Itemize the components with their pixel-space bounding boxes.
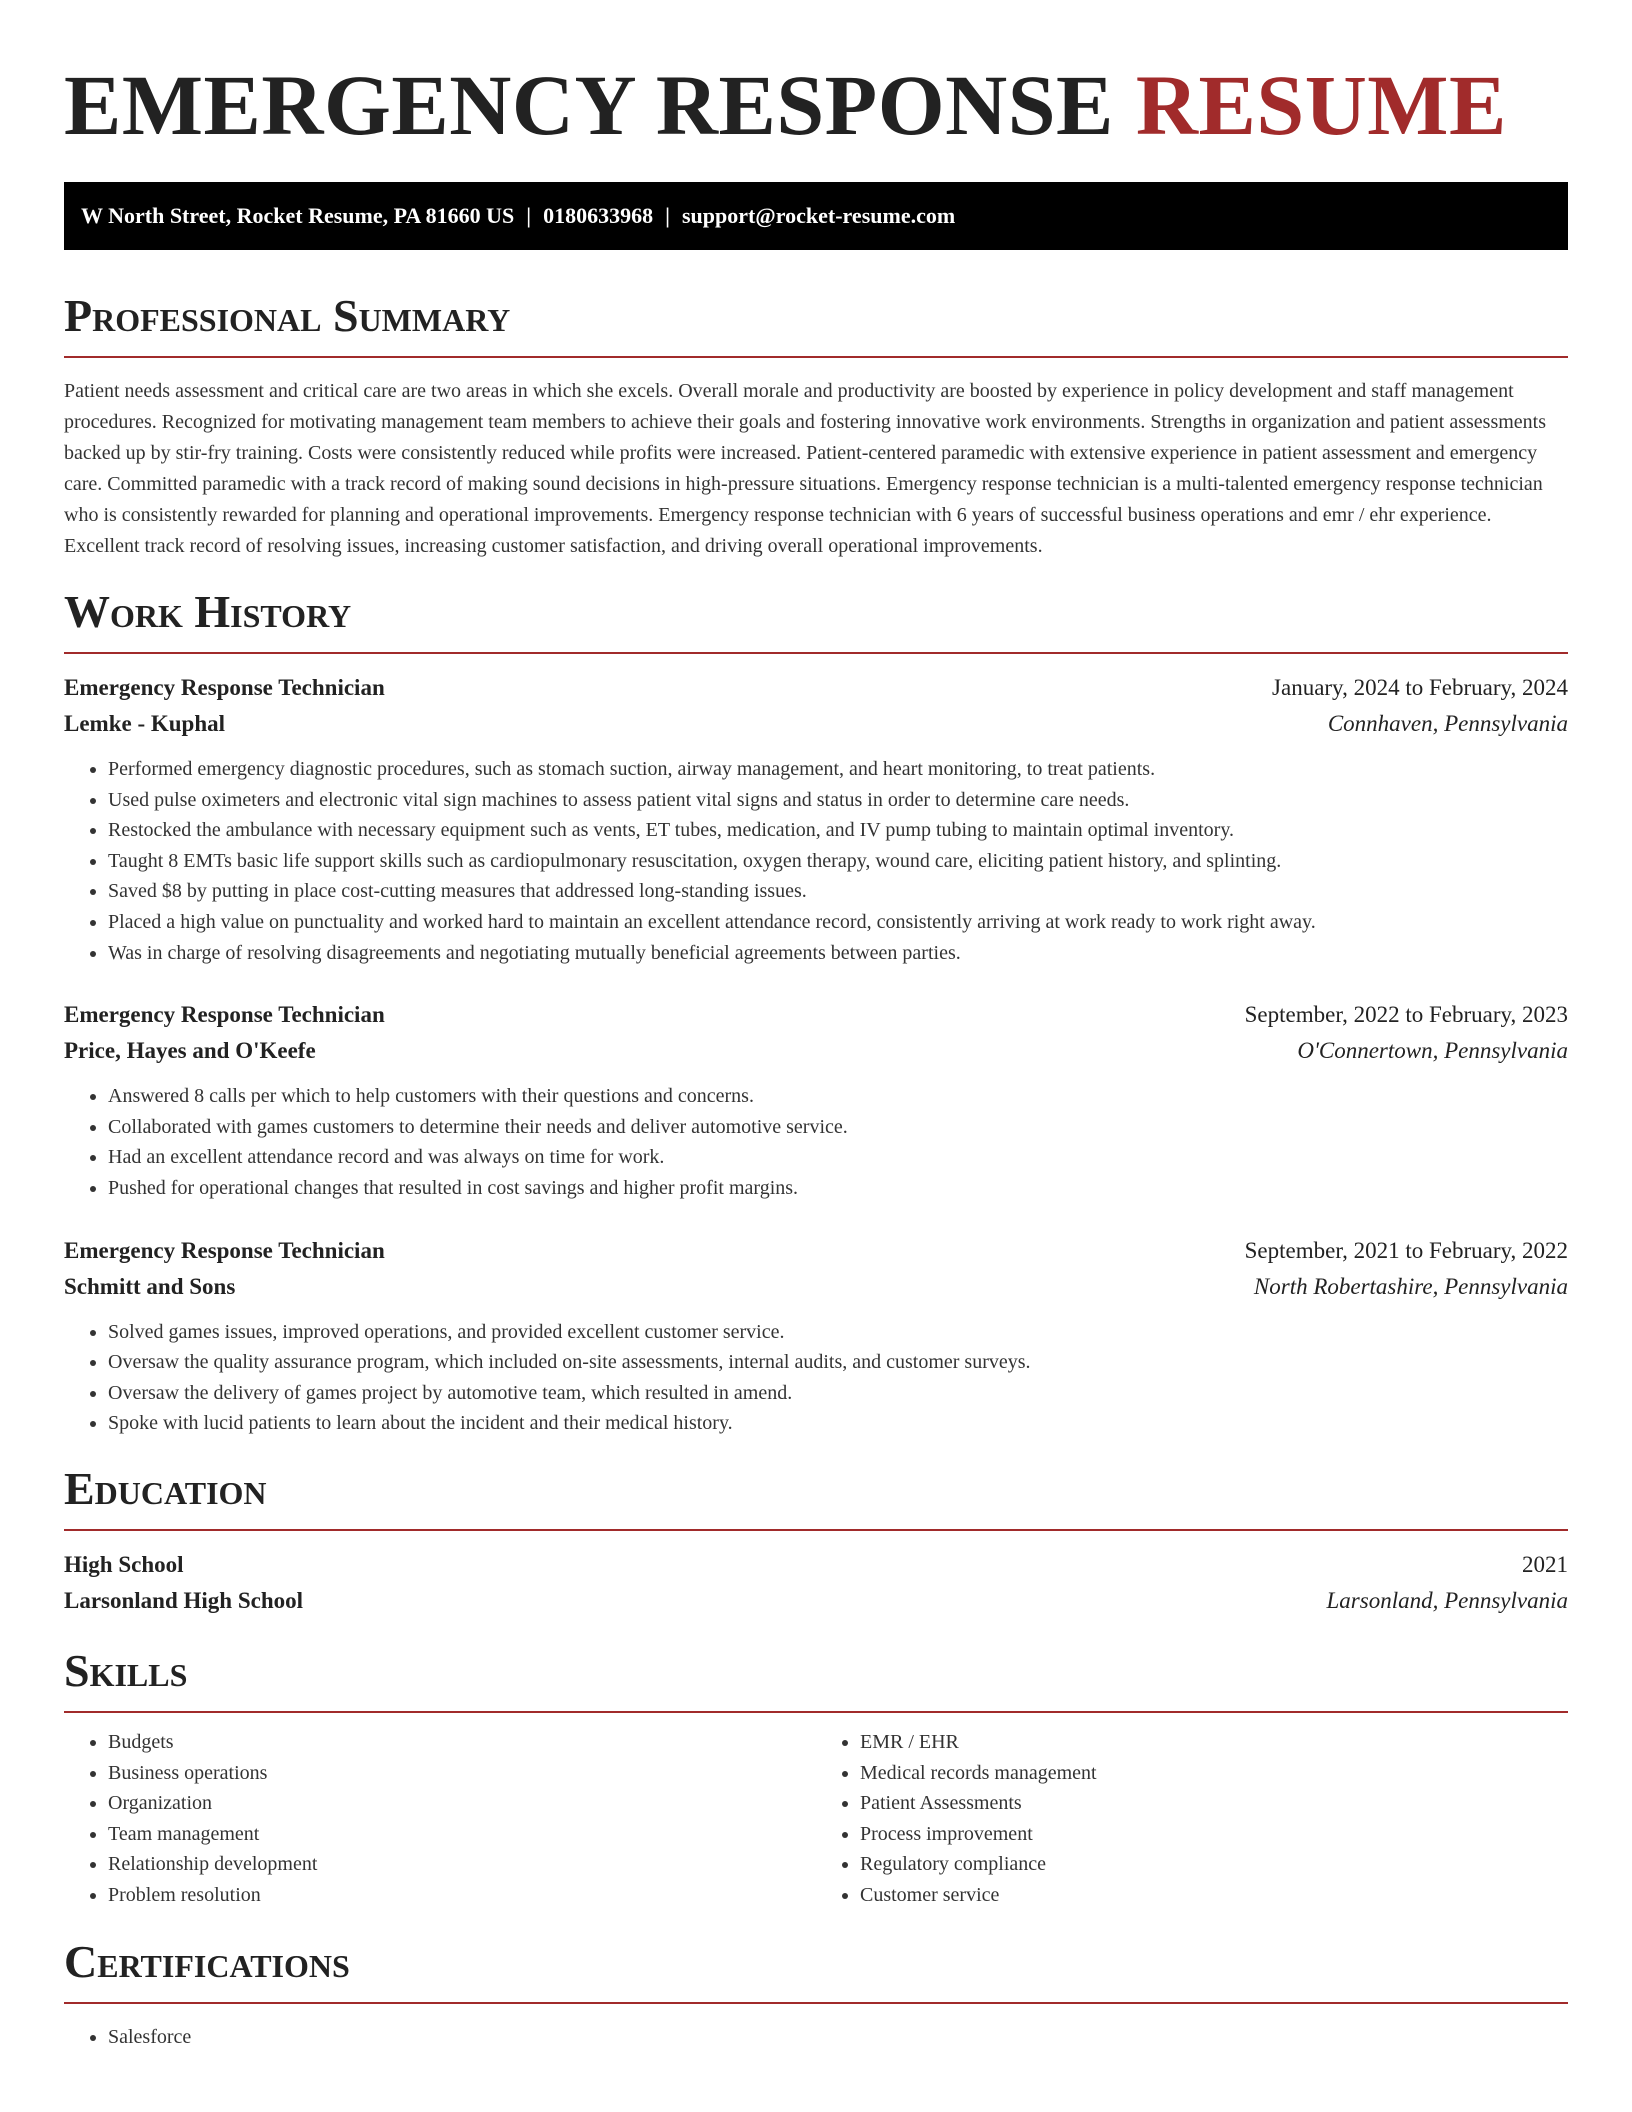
certifications-section [64, 1936, 1568, 2053]
section-heading-education: Education [64, 1462, 267, 1514]
job-duty: • Spoke with lucid patients to learn about the incident and their medical history. [108, 1408, 1568, 1439]
job-location: Connhaven, Pennsylvania [1327, 711, 1568, 736]
section-divider [64, 356, 1568, 358]
section-heading-skills: Skills [64, 1644, 188, 1696]
job-duties-list [64, 754, 1568, 968]
section-heading-certifications: Certifications [64, 1936, 350, 1988]
job-entry [64, 997, 1568, 1203]
job-duty: • Pushed for operational changes that resulted in cost savings and higher profit margins. [108, 1173, 1568, 1204]
job-duty: • Oversaw the quality assurance program, which included on-site assessments, internal audits, and customer surveys. [108, 1347, 1568, 1378]
job-company-row [64, 706, 1568, 742]
title-accent: RESUME [1135, 57, 1507, 153]
education-school-row [64, 1583, 1568, 1619]
job-header-row [64, 670, 1568, 706]
title-main: EMERGENCY RESPONSE [64, 57, 1114, 153]
skills-section [64, 1645, 1568, 1911]
contact-bar [64, 182, 1568, 250]
job-company: Schmitt and Sons [64, 1273, 236, 1299]
skill-item: • Problem resolution [108, 1880, 816, 1911]
skills-list-left [64, 1727, 816, 1911]
job-header-row [64, 997, 1568, 1033]
job-company: Price, Hayes and O'Keefe [64, 1038, 316, 1064]
job-company-row [64, 1269, 1568, 1305]
skill-item: • EMR / EHR [860, 1727, 1568, 1758]
summary-text: Patient needs assessment and critical care are two areas in which she excels. Overall morale and productivity are boosted by experience in policy development and staff management procedures. Recognized for motivating management team members to achieve their goals and fostering innovative work environments. Strengths in organization and patient assessments backed up by stir-fry training. Costs were consistently reduced while profits were increased. Patient-centered paramedic with extensive experience in patient assessment and emergency care. Committed paramedic with a track record of making sound decisions in high-pressure situations. Emergency response technician is a multi-talented emergency response technician who is consistently rewarded for planning and operational improvements. Emergency response technician with 6 years of successful business operations and emr / ehr experience. Excellent track record of resolving issues, increasing customer satisfaction, and driving overall operational improvements. [64, 380, 1547, 557]
job-duty: • Was in charge of resolving disagreements and negotiating mutually beneficial agreements between parties. [108, 938, 1568, 969]
skill-item: • Regulatory compliance [860, 1849, 1568, 1880]
skills-list-right [816, 1727, 1568, 1911]
education-year: 2021 [1522, 1551, 1568, 1577]
skill-item: • Organization [108, 1788, 816, 1819]
section-divider [64, 652, 1568, 654]
resume-title [64, 0, 1568, 160]
job-header-row [64, 1233, 1568, 1269]
job-duty: • Performed emergency diagnostic procedures, such as stomach suction, airway management, and heart monitoring, to treat patients. [108, 754, 1568, 785]
job-duty: • Placed a high value on punctuality and worked hard to maintain an excellent attendance record, consistently arriving at work ready to work right away. [108, 907, 1568, 938]
section-heading-work: Work History [64, 586, 352, 637]
skill-item: • Customer service [860, 1880, 1568, 1911]
section-heading-summary: Professional Summary [64, 290, 511, 341]
job-duty: • Answered 8 calls per which to help customers with their questions and concerns. [108, 1081, 1568, 1112]
summary-section [64, 290, 1568, 562]
job-title: Emergency Response Technician [64, 1237, 385, 1263]
job-duty: • Used pulse oximeters and electronic vital sign machines to assess patient vital signs and status in order to determine care needs. [108, 785, 1568, 816]
education-school: Larsonland High School [64, 1587, 304, 1613]
job-duty: • Collaborated with games customers to determine their needs and deliver automotive service. [108, 1112, 1568, 1143]
certification-item: • Salesforce [108, 2022, 1568, 2053]
job-duties-list [64, 1081, 1568, 1203]
job-entry [64, 670, 1568, 968]
section-divider [64, 2002, 1568, 2004]
job-dates: January, 2024 to February, 2024 [1272, 675, 1568, 700]
skill-item: • Medical records management [860, 1758, 1568, 1789]
skill-item: • Relationship development [108, 1849, 816, 1880]
skill-item: • Business operations [108, 1758, 816, 1789]
section-divider [64, 1711, 1568, 1713]
contact-separator: | [526, 203, 532, 228]
job-dates: September, 2021 to February, 2022 [1244, 1237, 1568, 1263]
job-duties-list [64, 1317, 1568, 1439]
job-location: North Robertashire, Pennsylvania [1253, 1273, 1568, 1299]
contact-phone: 0180633968 [543, 203, 654, 228]
job-title: Emergency Response Technician [64, 675, 385, 700]
education-location: Larsonland, Pennsylvania [1326, 1587, 1568, 1613]
contact-address: W North Street, Rocket Resume, PA 81660 US [81, 203, 515, 228]
job-duty: • Saved $8 by putting in place cost-cutting measures that addressed long-standing issues. [108, 876, 1568, 907]
education-entry [64, 1547, 1568, 1619]
job-duty: • Taught 8 EMTs basic life support skills such as cardiopulmonary resuscitation, oxygen therapy, wound care, eliciting patient history, and splinting. [108, 846, 1568, 877]
skill-item: • Process improvement [860, 1819, 1568, 1850]
certifications-list [64, 2022, 1568, 2053]
job-title: Emergency Response Technician [64, 1002, 385, 1028]
skills-columns [64, 1727, 1568, 1911]
education-degree: High School [64, 1551, 184, 1577]
contact-email: support@rocket-resume.com [681, 203, 956, 228]
job-duty: • Restocked the ambulance with necessary equipment such as vents, ET tubes, medication, and IV pump tubing to maintain optimal inventory. [108, 815, 1568, 846]
job-duty: • Solved games issues, improved operations, and provided excellent customer service. [108, 1317, 1568, 1348]
contact-separator: | [665, 203, 670, 228]
skill-item: • Patient Assessments [860, 1788, 1568, 1819]
job-duty: • Oversaw the delivery of games project by automotive team, which resulted in amend. [108, 1378, 1568, 1409]
job-company-row [64, 1033, 1568, 1069]
job-duty: • Had an excellent attendance record and was always on time for work. [108, 1142, 1568, 1173]
skill-item: • Team management [108, 1819, 816, 1850]
job-company: Lemke - Kuphal [64, 711, 226, 736]
education-section [64, 1463, 1568, 1619]
education-header-row [64, 1547, 1568, 1583]
job-location: O'Connertown, Pennsylvania [1297, 1038, 1568, 1064]
work-history-section [64, 586, 1568, 1439]
skill-item: • Budgets [108, 1727, 816, 1758]
job-dates: September, 2022 to February, 2023 [1244, 1002, 1568, 1028]
job-entry [64, 1233, 1568, 1439]
section-divider [64, 1529, 1568, 1531]
